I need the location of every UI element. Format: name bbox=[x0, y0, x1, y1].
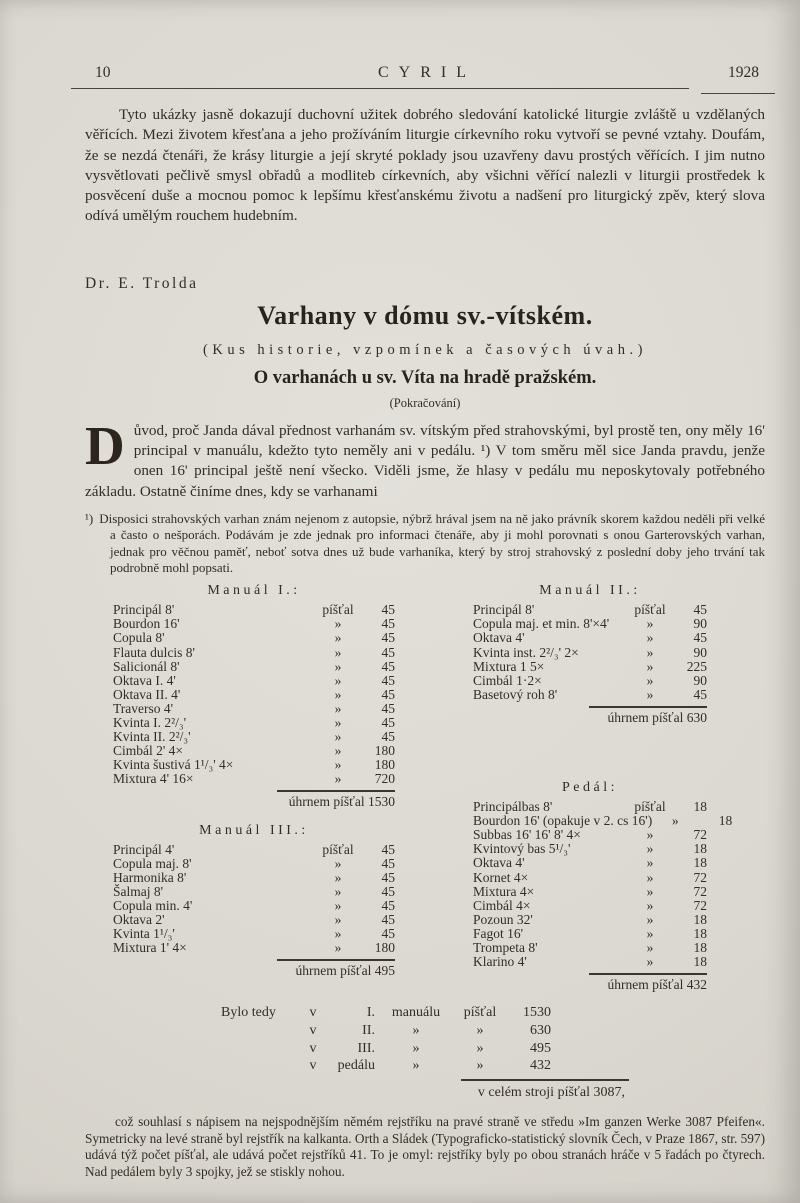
pedal-table bbox=[473, 780, 733, 993]
pipes-unit-label: » bbox=[334, 898, 342, 914]
pipes-unit-label: » bbox=[646, 658, 654, 674]
stop-row bbox=[473, 660, 707, 674]
stop-name: Principál 4' bbox=[113, 841, 175, 857]
stop-name: Klarino 4' bbox=[473, 954, 527, 970]
pipe-count: 45 bbox=[381, 883, 395, 899]
pipes-unit-label: » bbox=[334, 757, 342, 773]
pipe-count: 18 bbox=[693, 925, 707, 941]
tables-right-column bbox=[437, 584, 765, 992]
manual3-total: úhrnem píšťal 495 bbox=[295, 963, 395, 979]
stop-row bbox=[473, 828, 707, 842]
pipe-count: 18 bbox=[718, 813, 733, 829]
header-rule bbox=[71, 88, 689, 89]
pipe-count: 45 bbox=[381, 912, 395, 928]
year-label: 1928 bbox=[728, 64, 759, 81]
pipe-count: 45 bbox=[381, 926, 395, 942]
stop-name: Mixtura 1' 4× bbox=[113, 940, 187, 956]
manual2-table bbox=[473, 584, 707, 725]
stop-row bbox=[473, 674, 707, 688]
page-content bbox=[85, 64, 765, 1181]
stop-name: Cimbál 1·2× bbox=[473, 672, 542, 688]
pipes-unit-label: » bbox=[646, 616, 654, 632]
pipes-unit-label: » bbox=[646, 897, 654, 913]
pipe-count: 45 bbox=[693, 686, 707, 702]
stop-name: Traverso 4' bbox=[113, 700, 174, 716]
pipe-count: 90 bbox=[693, 672, 707, 688]
pipes-unit-label: » bbox=[646, 855, 654, 871]
drop-cap: D bbox=[85, 414, 125, 476]
pipe-count-summary bbox=[207, 1004, 643, 1101]
pipes-unit-label: » bbox=[646, 911, 654, 927]
pipes-unit-label: píšťal bbox=[634, 602, 666, 618]
stop-row bbox=[473, 856, 707, 870]
summary-value: 1530 bbox=[523, 1005, 551, 1021]
stop-name: Oktava 4' bbox=[473, 630, 525, 646]
stop-row bbox=[113, 885, 395, 899]
summary-pistal-word: píšťal bbox=[463, 1005, 497, 1021]
pipe-count: 45 bbox=[381, 898, 395, 914]
pipe-count: 45 bbox=[381, 644, 395, 660]
stop-name: Subbas 16' 16' 8' 4× bbox=[473, 827, 581, 843]
pipes-unit-label: » bbox=[334, 855, 342, 871]
pipe-count: 72 bbox=[693, 827, 707, 843]
stop-row bbox=[473, 927, 707, 941]
pipe-count: 45 bbox=[693, 602, 707, 618]
year-rule bbox=[701, 93, 775, 94]
pipes-unit-label: » bbox=[646, 883, 654, 899]
summary-manual-number: pedálu bbox=[337, 1058, 375, 1074]
stop-name: Kvintový bas 5¹/₃' bbox=[473, 841, 571, 857]
summary-v: v bbox=[309, 1022, 317, 1038]
pipe-count: 180 bbox=[374, 757, 395, 773]
stop-row bbox=[113, 716, 395, 730]
manual1-total: úhrnem píšťal 1530 bbox=[288, 794, 395, 810]
manual2-total-rule bbox=[589, 706, 707, 708]
stop-name: Oktava II. 4' bbox=[113, 686, 181, 702]
continuation-note: (Pokračování) bbox=[389, 395, 461, 410]
stop-row bbox=[113, 702, 395, 716]
pipe-count: 18 bbox=[693, 855, 707, 871]
summary-manual-number: II. bbox=[362, 1022, 375, 1038]
spacer bbox=[85, 810, 437, 824]
stop-name: Copula maj. et min. 8'×4' bbox=[473, 616, 610, 632]
pipes-unit-label: » bbox=[646, 672, 654, 688]
stop-name: Kvinta šustivá 1¹/₃' 4× bbox=[113, 757, 234, 773]
stop-name: Bourdon 16' (opakuje v 2. cs 16') bbox=[473, 813, 653, 829]
stop-row bbox=[113, 688, 395, 702]
stoplist-tables bbox=[85, 584, 765, 992]
stop-name: Oktava I. 4' bbox=[113, 672, 176, 688]
summary-v: v bbox=[309, 1058, 317, 1074]
pipes-unit-label: » bbox=[646, 925, 654, 941]
manual3-total-rule bbox=[277, 959, 395, 961]
stop-row bbox=[473, 617, 707, 631]
pedal-rows bbox=[473, 799, 733, 970]
manual2-total: úhrnem píšťal 630 bbox=[607, 709, 707, 725]
summary-lead bbox=[221, 1057, 305, 1075]
manual3-rows bbox=[113, 843, 395, 956]
stop-row bbox=[113, 927, 395, 941]
summary-manual-word: manuálu bbox=[391, 1005, 441, 1021]
stop-row bbox=[473, 688, 707, 702]
summary-v: v bbox=[309, 1040, 317, 1056]
pipes-unit-label: » bbox=[334, 771, 342, 787]
stop-row bbox=[473, 941, 707, 955]
stop-row bbox=[113, 772, 395, 786]
pipes-unit-label: » bbox=[334, 616, 342, 632]
pipe-count: 45 bbox=[381, 658, 395, 674]
stop-name: Kornet 4× bbox=[473, 869, 529, 885]
summary-rows bbox=[221, 1004, 643, 1074]
pipe-count: 45 bbox=[381, 602, 395, 618]
stop-row bbox=[113, 744, 395, 758]
pipes-unit-label: » bbox=[334, 729, 342, 745]
pipes-unit-label: » bbox=[334, 926, 342, 942]
summary-v: v bbox=[309, 1005, 317, 1021]
stop-row bbox=[473, 842, 707, 856]
stop-name: Principál 8' bbox=[473, 602, 535, 618]
lead-paragraph bbox=[85, 414, 765, 502]
stop-row bbox=[113, 857, 395, 871]
summary-manual-word: » bbox=[412, 1040, 420, 1056]
pipe-count: 18 bbox=[693, 954, 707, 970]
stop-row bbox=[113, 941, 395, 955]
stop-name: Harmonika 8' bbox=[113, 869, 187, 885]
stop-row bbox=[113, 674, 395, 688]
lead-paragraph-text: ůvod, proč Janda dával přednost varhanám sv. vítským před strahovskými, byl prostě ten, ony měly 16' principal v manuálu, kdežto tyto neměly ani v pedálu. ¹) V tom směru měl sice Janda pravdu, jenže onen 16' principal ještě není všecko. Viděli jsme, že hlasy v pedálu mu neposkytovaly potřebného základu. Ostatně činíme dnes, kdy se varhanami bbox=[85, 421, 765, 500]
pipe-count: 72 bbox=[693, 869, 707, 885]
manual1-table bbox=[113, 584, 395, 809]
pipes-unit-label: » bbox=[671, 813, 679, 829]
pipe-count: 45 bbox=[381, 616, 395, 632]
stop-name: Cimbál 2' 4× bbox=[113, 743, 184, 759]
stop-name: Cimbál 4× bbox=[473, 897, 531, 913]
stop-name: Mixtura 4' 16× bbox=[113, 771, 194, 787]
stop-name: Mixtura 4× bbox=[473, 883, 535, 899]
pipe-count: 72 bbox=[693, 897, 707, 913]
pipes-unit-label: píšťal bbox=[322, 602, 354, 618]
footnote-text: Disposici strahovských varhan znám nejenom z autopsie, nýbrž hrával jsem na ně jako právník skorem každou neděli při velké a často o nešporách. Podávám je zde jednak pro informaci čtenáře, aby ji mohl porovnati s onou Garterovských varhan, jednak pro věčnou paměť, neboť sotva dnes už bude varhaníka, který by stroj strahovský z poslední doby jeho trvání tak podrobně mohl popsati. bbox=[99, 510, 765, 575]
pipes-unit-label: » bbox=[646, 940, 654, 956]
pipe-count: 45 bbox=[693, 630, 707, 646]
stop-row bbox=[113, 843, 395, 857]
stop-name: Kvinta inst. 2²/₃' 2× bbox=[473, 644, 579, 660]
pipe-count: 180 bbox=[374, 940, 395, 956]
summary-manual-word: » bbox=[412, 1058, 420, 1074]
stop-row bbox=[473, 885, 707, 899]
pipe-count: 45 bbox=[381, 700, 395, 716]
stop-name: Copula 8' bbox=[113, 630, 165, 646]
spacer bbox=[437, 725, 765, 781]
pipe-count: 45 bbox=[381, 841, 395, 857]
pipes-unit-label: » bbox=[334, 686, 342, 702]
pipe-count: 45 bbox=[381, 630, 395, 646]
stop-name: Mixtura 1 5× bbox=[473, 658, 545, 674]
pipes-unit-label: » bbox=[334, 630, 342, 646]
closing-paragraph: což souhlasí s nápisem na nejspodnějším němém rejstříku na pravé straně ve středu »Im ganzen Werke 3087 Pfeifen«. Symetricky na levé straně byl rejstřík na kalkanta. Orth a Sládek (Typograficko-statistický slovník Čech, v Praze 1867, str. 597) udává týž počet píšťal, ale udává počet rejstříků 41. To je omyl: rejstříky byly po obou stranách hráče v 5 řadách po čtyrech. Nad pedálem byly 3 spojky, jež se stiskly nohou. bbox=[85, 1114, 765, 1180]
stop-row bbox=[473, 899, 707, 913]
pipe-count: 90 bbox=[693, 644, 707, 660]
pipes-unit-label: » bbox=[646, 954, 654, 970]
summary-lead: Bylo tedy bbox=[221, 1005, 276, 1021]
pipes-unit-label: » bbox=[334, 644, 342, 660]
stop-name: Šalmaj 8' bbox=[113, 883, 164, 899]
stop-name: Copula min. 4' bbox=[113, 898, 193, 914]
stop-name: Kvinta I. 2²/₃' bbox=[113, 715, 187, 730]
stop-name: Bourdon 16' bbox=[113, 616, 180, 632]
summary-value: 630 bbox=[530, 1022, 551, 1038]
stop-name: Principál 8' bbox=[113, 602, 175, 618]
pipes-unit-label: » bbox=[334, 715, 342, 730]
author-name: Dr. E. Trolda bbox=[85, 274, 199, 292]
journal-title: CYRIL bbox=[378, 64, 476, 81]
pipe-count: 18 bbox=[693, 799, 707, 815]
summary-manual-number: III. bbox=[357, 1040, 375, 1056]
stop-name: Kvinta 1¹/₃' bbox=[113, 926, 175, 942]
pipe-count: 45 bbox=[381, 686, 395, 702]
pipes-unit-label: » bbox=[646, 644, 654, 660]
summary-total: v celém stroji píšťal 3087, bbox=[477, 1084, 625, 1100]
stop-row bbox=[473, 646, 707, 660]
stop-name: Oktava 2' bbox=[113, 912, 165, 928]
stop-row bbox=[113, 730, 395, 744]
manual3-title: Manuál III.: bbox=[199, 822, 309, 838]
pipe-count: 720 bbox=[374, 771, 395, 787]
summary-pistal-word: » bbox=[476, 1022, 484, 1038]
summary-pistal-word: » bbox=[476, 1040, 484, 1056]
stop-row bbox=[473, 813, 733, 829]
pipe-count: 180 bbox=[374, 743, 395, 759]
stop-row bbox=[473, 955, 707, 969]
stop-name: Fagot 16' bbox=[473, 925, 524, 941]
manual1-rows bbox=[113, 603, 395, 786]
stop-row bbox=[113, 758, 395, 772]
pipe-count: 18 bbox=[693, 940, 707, 956]
stop-row bbox=[473, 800, 707, 814]
pipes-unit-label: » bbox=[334, 940, 342, 956]
pipe-count: 45 bbox=[381, 715, 395, 730]
stop-row bbox=[113, 899, 395, 913]
pipes-unit-label: » bbox=[334, 672, 342, 688]
summary-value: 495 bbox=[530, 1040, 551, 1056]
stop-name: Pozoun 32' bbox=[473, 911, 533, 927]
stop-name: Flauta dulcis 8' bbox=[113, 644, 195, 660]
pipes-unit-label: » bbox=[334, 912, 342, 928]
stop-row bbox=[473, 631, 707, 645]
summary-lead bbox=[221, 1022, 305, 1040]
pipes-unit-label: » bbox=[646, 827, 654, 843]
stop-row bbox=[473, 871, 707, 885]
page-number: 10 bbox=[95, 64, 111, 81]
summary-manual-number: I. bbox=[366, 1005, 375, 1021]
manual1-title: Manuál I.: bbox=[207, 583, 301, 599]
section-title: O varhanách u sv. Víta na hradě pražském. bbox=[253, 367, 597, 388]
stop-name: Kvinta II. 2²/₃' bbox=[113, 729, 191, 745]
pipes-unit-label: píšťal bbox=[322, 841, 354, 857]
stop-row bbox=[113, 631, 395, 645]
pedal-total: úhrnem píšťal 432 bbox=[607, 977, 707, 993]
pipes-unit-label: píšťal bbox=[634, 799, 666, 815]
stop-row bbox=[473, 603, 707, 617]
pipe-count: 225 bbox=[686, 658, 707, 674]
stop-row bbox=[473, 913, 707, 927]
summary-total-rule bbox=[461, 1079, 629, 1081]
pipes-unit-label: » bbox=[334, 700, 342, 716]
stop-name: Principálbas 8' bbox=[473, 799, 553, 815]
manual2-title: Manuál II.: bbox=[539, 583, 641, 599]
article-subtitle: (Kus historie, vzpomínek a časových úvah.) bbox=[203, 341, 647, 358]
stop-row bbox=[113, 617, 395, 631]
pipes-unit-label: » bbox=[646, 686, 654, 702]
stop-name: Basetový roh 8' bbox=[473, 686, 558, 702]
manual2-rows bbox=[473, 603, 707, 702]
manual3-table bbox=[113, 824, 395, 979]
stop-row bbox=[113, 871, 395, 885]
intro-paragraph: Tyto ukázky jasně dokazují duchovní užitek dobrého sledování katolické liturgie zvláště u vzdělaných věřících. Mezi životem křesťana a jeho prožíváním liturgie církevního roku vytvoří se pevné vztahy. Doufám, že se nezdá čtenáři, že krásy liturgie a její skryté poklady jsou uzavřeny davu prostých věřících. I jim nutno vysvětlovati pečlivě smysl obřadů a modliteb církevních, aby všichni věřící nalezli v liturgii prostředek k posvěcení duše a mocnou pomoc k lepšímu křesťanskému životu a nadšení pro liturgický zpěv, který slova odívá umělým rouchem hudebním. bbox=[85, 106, 765, 225]
pedal-total-rule bbox=[589, 973, 707, 975]
stop-name: Oktava 4' bbox=[473, 855, 525, 871]
pipe-count: 45 bbox=[381, 729, 395, 745]
summary-pistal-word: » bbox=[476, 1058, 484, 1074]
pipe-count: 90 bbox=[693, 616, 707, 632]
summary-manual-word: » bbox=[412, 1022, 420, 1038]
article-title: Varhany v dómu sv.-vítském. bbox=[257, 300, 593, 330]
pipe-count: 45 bbox=[381, 672, 395, 688]
running-head bbox=[85, 64, 765, 89]
footnote-marker: ¹) bbox=[85, 510, 94, 526]
pipes-unit-label: » bbox=[646, 630, 654, 646]
pipe-count: 72 bbox=[693, 883, 707, 899]
footnote bbox=[85, 511, 765, 576]
pipe-count: 18 bbox=[693, 841, 707, 857]
pipe-count: 45 bbox=[381, 869, 395, 885]
pedal-title: Pedál: bbox=[562, 780, 618, 795]
stop-row bbox=[113, 603, 395, 617]
stop-name: Copula maj. 8' bbox=[113, 855, 192, 871]
pipes-unit-label: » bbox=[334, 883, 342, 899]
tables-left-column bbox=[85, 584, 437, 992]
pipes-unit-label: » bbox=[334, 869, 342, 885]
pipes-unit-label: » bbox=[334, 743, 342, 759]
stop-row bbox=[113, 660, 395, 674]
pipe-count: 18 bbox=[693, 911, 707, 927]
pipe-count: 45 bbox=[381, 855, 395, 871]
stop-row bbox=[113, 913, 395, 927]
pipes-unit-label: » bbox=[646, 869, 654, 885]
pipes-unit-label: » bbox=[334, 658, 342, 674]
stop-name: Trompeta 8' bbox=[473, 940, 538, 956]
summary-lead bbox=[221, 1040, 305, 1058]
manual1-total-rule bbox=[277, 790, 395, 792]
summary-value: 432 bbox=[530, 1058, 551, 1074]
pipes-unit-label: » bbox=[646, 841, 654, 857]
stop-row bbox=[113, 646, 395, 660]
stop-name: Salicionál 8' bbox=[113, 658, 180, 674]
